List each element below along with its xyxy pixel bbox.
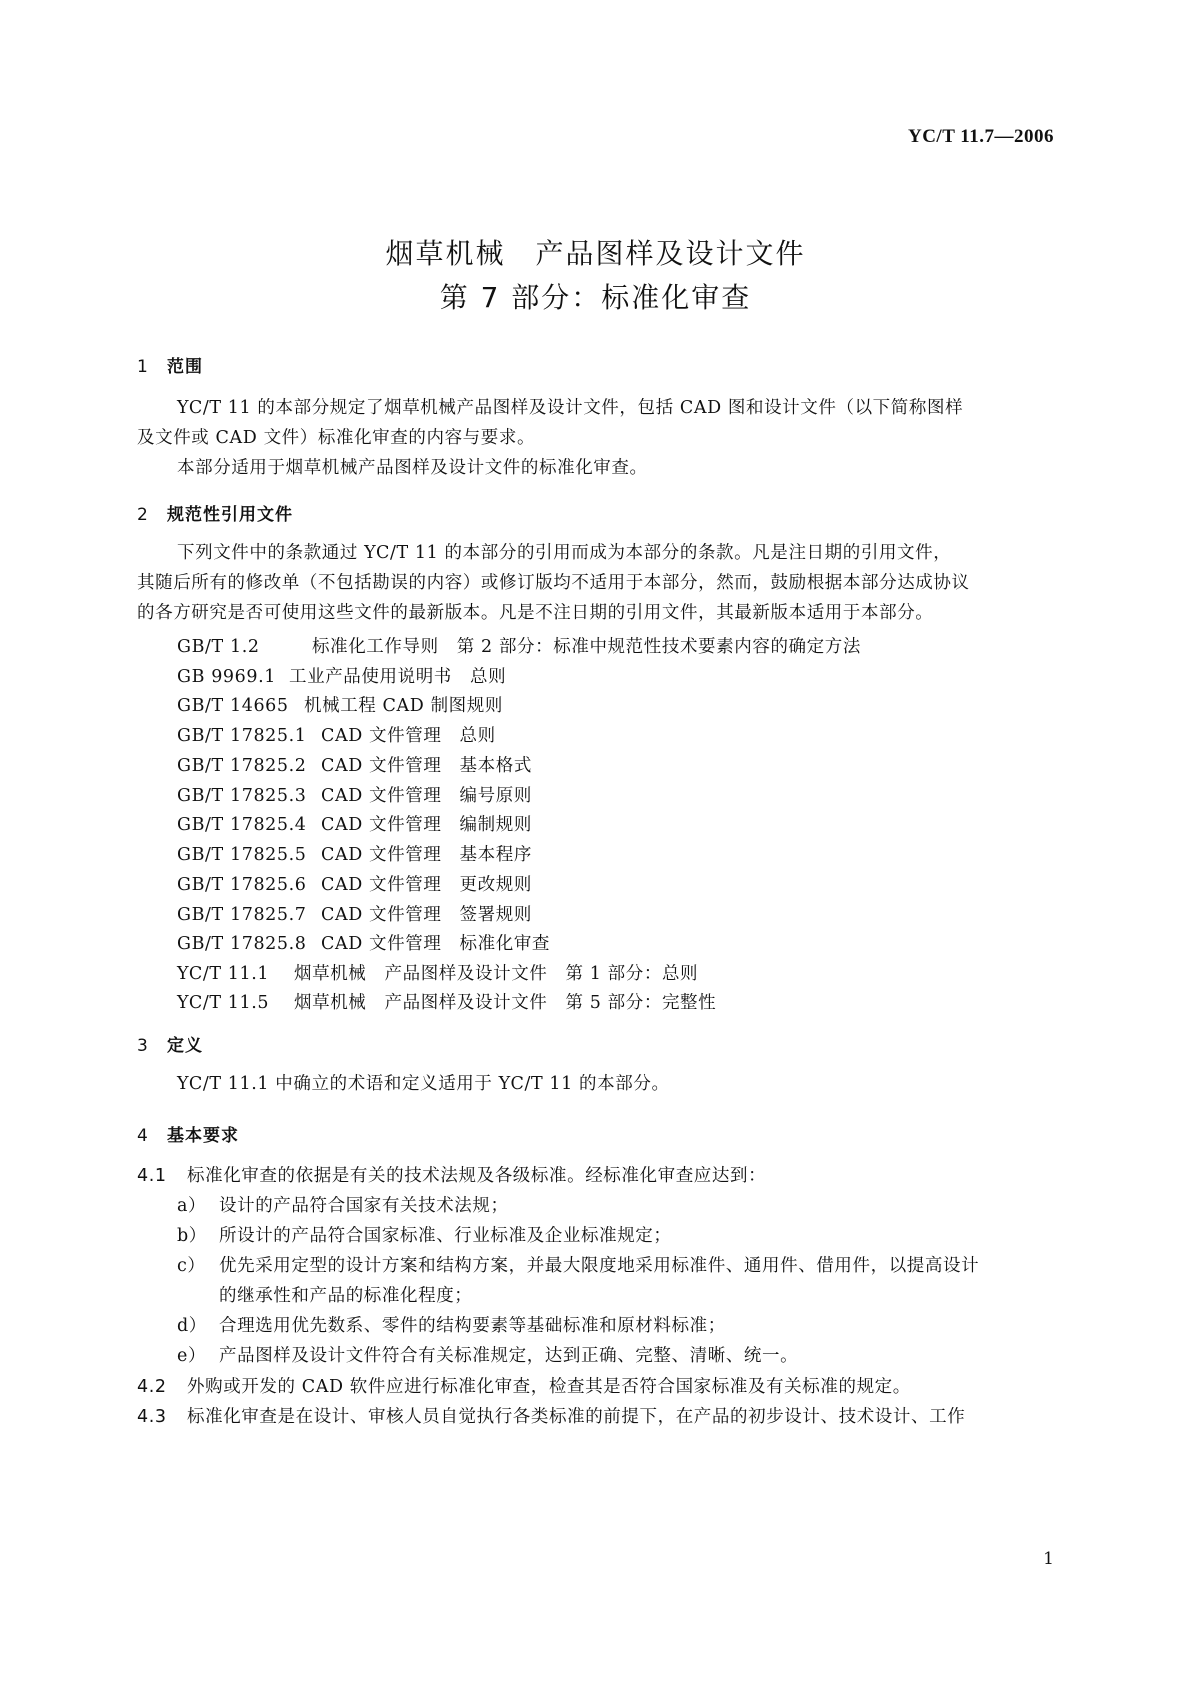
clause-4-3 [137,1403,965,1428]
reference-title: CAD 文件管理 标准化审查 [321,934,551,954]
clause-4-2 [137,1373,911,1398]
list-item [177,1342,798,1367]
reference-code: GB/T 1.2 [177,637,260,657]
section-title: 定义 [167,1036,203,1056]
list-marker: d） [177,1316,207,1336]
reference-title: 烟草机械 产品图样及设计文件 第 1 部分：总则 [294,964,699,984]
list-marker: c） [177,1256,206,1276]
document-title: 烟草机械 产品图样及设计文件 [385,237,806,270]
list-text: 所设计的产品符合国家标准、行业标准及企业标准规定； [219,1226,672,1246]
reference-title: 烟草机械 产品图样及设计文件 第 5 部分：完整性 [294,993,717,1013]
reference-code: YC/T 11.1 [177,964,270,984]
reference-title: CAD 文件管理 基本格式 [321,756,532,776]
list-text: 优先采用定型的设计方案和结构方案，并最大限度地采用标准件、通用件、借用件，以提高设计 [219,1256,980,1276]
paragraph: 及文件或 CAD 文件）标准化审查的内容与要求。 [137,428,536,448]
reference-title: 工业产品使用说明书 总则 [289,667,507,687]
reference-item [177,752,532,777]
reference-item [177,871,532,896]
clause-number: 4.2 [137,1377,167,1397]
list-marker: b） [177,1226,207,1246]
reference-code: GB/T 17825.4 [177,815,307,835]
section-1-heading [137,352,203,377]
list-marker: e） [177,1346,207,1366]
list-text: 设计的产品符合国家有关技术法规； [219,1196,509,1216]
page-number: 1 [1043,1549,1054,1569]
clause-text: 标准化审查是在设计、审核人员自觉执行各类标准的前提下，在产品的初步设计、技术设计、工作 [187,1407,966,1427]
reference-item [177,663,506,688]
reference-item [177,722,496,747]
section-number: 3 [137,1036,149,1056]
reference-code: YC/T 11.5 [177,993,270,1013]
paragraph: 其随后所有的修改单（不包括勘误的内容）或修订版均不适用于本部分，然而，鼓励根据本部分达成协议 [137,573,970,593]
section-title: 基本要求 [167,1126,239,1146]
paragraph: 下列文件中的条款通过 YC/T 11 的本部分的引用而成为本部分的条款。凡是注日期的引用文件， [177,543,952,563]
reference-code: GB/T 14665 [177,696,289,716]
reference-title: CAD 文件管理 编制规则 [321,815,532,835]
reference-item [177,782,532,807]
list-marker: a） [177,1196,207,1216]
clause-number: 4.3 [137,1407,167,1427]
clause-text: 外购或开发的 CAD 软件应进行标准化审查，检查其是否符合国家标准及有关标准的规定。 [187,1377,911,1397]
reference-item [177,692,503,717]
reference-title: CAD 文件管理 签署规则 [321,905,532,925]
section-number: 2 [137,505,149,525]
section-4-heading [137,1121,239,1146]
document-subtitle: 第 7 部分：标准化审查 [439,281,752,314]
clause-4-1 [137,1162,766,1187]
list-item [177,1252,979,1277]
reference-title: 标准化工作导则 第 2 部分：标准中规范性技术要素内容的确定方法 [312,637,861,657]
paragraph: 的各方研究是否可使用这些文件的最新版本。凡是不注日期的引用文件，其最新版本适用于本部分。 [137,603,934,623]
list-text: 产品图样及设计文件符合有关标准规定，达到正确、完整、清晰、统一。 [219,1346,799,1366]
paragraph: YC/T 11 的本部分规定了烟草机械产品图样及设计文件，包括 CAD 图和设计文件（以下简称图样 [177,398,964,418]
reference-code: GB/T 17825.8 [177,934,307,954]
list-item-continuation: 的继承性和产品的标准化程度； [219,1286,473,1306]
reference-item [177,841,532,866]
reference-title: CAD 文件管理 编号原则 [321,786,532,806]
list-item [177,1222,672,1247]
reference-code: GB/T 17825.7 [177,905,307,925]
reference-title: CAD 文件管理 总则 [321,726,496,746]
reference-title: CAD 文件管理 更改规则 [321,875,532,895]
reference-code: GB 9969.1 [177,667,277,687]
section-title: 范围 [167,357,203,377]
reference-code: GB/T 17825.1 [177,726,307,746]
reference-code: GB/T 17825.3 [177,786,307,806]
clause-number: 4.1 [137,1166,167,1186]
section-number: 4 [137,1126,149,1146]
reference-item [177,960,698,985]
list-item [177,1312,726,1337]
standard-code: YC/T 11.7—2006 [907,126,1054,147]
reference-title: CAD 文件管理 基本程序 [321,845,532,865]
reference-item [177,811,532,836]
reference-code: GB/T 17825.6 [177,875,307,895]
section-2-heading [137,500,293,525]
reference-item [177,901,532,926]
clause-text: 标准化审查的依据是有关的技术法规及各级标准。经标准化审查应达到： [187,1166,767,1186]
reference-item [177,989,716,1014]
list-text: 合理选用优先数系、零件的结构要素等基础标准和原材料标准； [219,1316,726,1336]
section-title: 规范性引用文件 [167,505,293,525]
reference-title: 机械工程 CAD 制图规则 [304,696,503,716]
reference-code: GB/T 17825.5 [177,845,307,865]
section-number: 1 [137,357,149,377]
section-3-heading [137,1031,203,1056]
list-item [177,1192,509,1217]
reference-item [177,930,550,955]
reference-item [177,633,861,658]
paragraph: YC/T 11.1 中确立的术语和定义适用于 YC/T 11 的本部分。 [177,1074,670,1094]
reference-code: GB/T 17825.2 [177,756,307,776]
paragraph: 本部分适用于烟草机械产品图样及设计文件的标准化审查。 [177,458,648,478]
